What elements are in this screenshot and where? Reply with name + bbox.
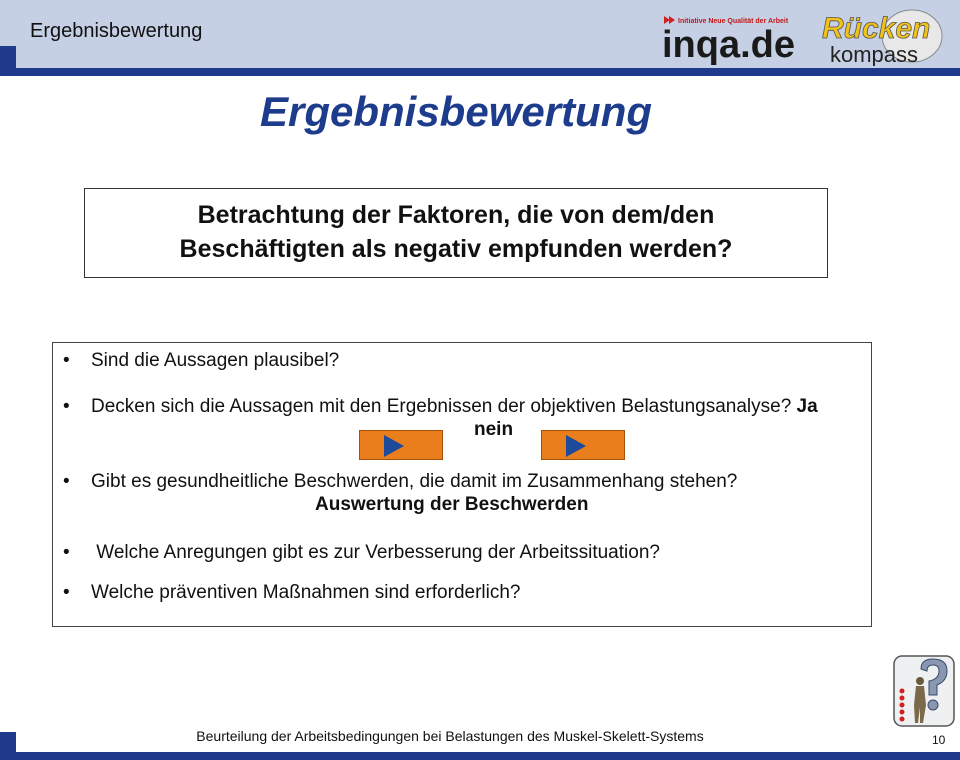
yes-arrow-button[interactable] [359, 430, 443, 460]
bullet: • [63, 350, 70, 371]
question-box [84, 188, 828, 278]
footer-text: Beurteilung der Arbeitsbedingungen bei Belastungen des Muskel-Skelett-Systems [196, 728, 704, 744]
bullet: • [63, 396, 70, 417]
inqa-rueckenkompass-logo [660, 2, 955, 66]
play-arrow-icon [384, 435, 404, 457]
no-label: nein [474, 419, 514, 440]
logo-small-text: Initiative Neue Qualität der Arbeit [678, 18, 789, 25]
bullet: • [63, 542, 70, 563]
question-person-icon[interactable] [893, 655, 955, 727]
yes-label: Ja [796, 396, 818, 417]
header-title: Ergebnisbewertung [30, 20, 203, 42]
list-item-text: Gibt es gesundheitliche Beschwerden, die damit im Zusammenhang stehen? [91, 471, 738, 492]
page-title: Ergebnisbewertung [259, 88, 653, 135]
list-item-text: Sind die Aussagen plausibel? [91, 350, 340, 371]
bullet: • [63, 471, 70, 492]
list-item-text: Welche Anregungen gibt es zur Verbesserung der Arbeitssituation? [91, 542, 660, 563]
logo-kompass-text: kompass [830, 42, 919, 66]
list-item-text: Decken sich die Aussagen mit den Ergebnissen der objektiven Belastungsanalyse? [91, 396, 792, 417]
checklist-box [52, 342, 872, 627]
page-number: 10 [932, 733, 946, 747]
bullet: • [63, 582, 70, 603]
complaints-evaluation-link[interactable]: Auswertung der Beschwerden [315, 494, 589, 515]
list-item-text: Welche präventiven Maßnahmen sind erforderlich? [91, 582, 521, 603]
header-bar [0, 68, 960, 76]
logo-inqa-text: inqa.de [662, 24, 796, 66]
question-line-2: Beschäftigten als negativ empfunden werden? [179, 235, 733, 263]
question-line-1: Betrachtung der Faktoren, die von dem/den [197, 201, 715, 230]
play-arrow-icon [566, 435, 586, 457]
footer-bar [0, 752, 960, 760]
logo-ruecken-text: Rücken [822, 12, 931, 45]
no-arrow-button[interactable] [541, 430, 625, 460]
